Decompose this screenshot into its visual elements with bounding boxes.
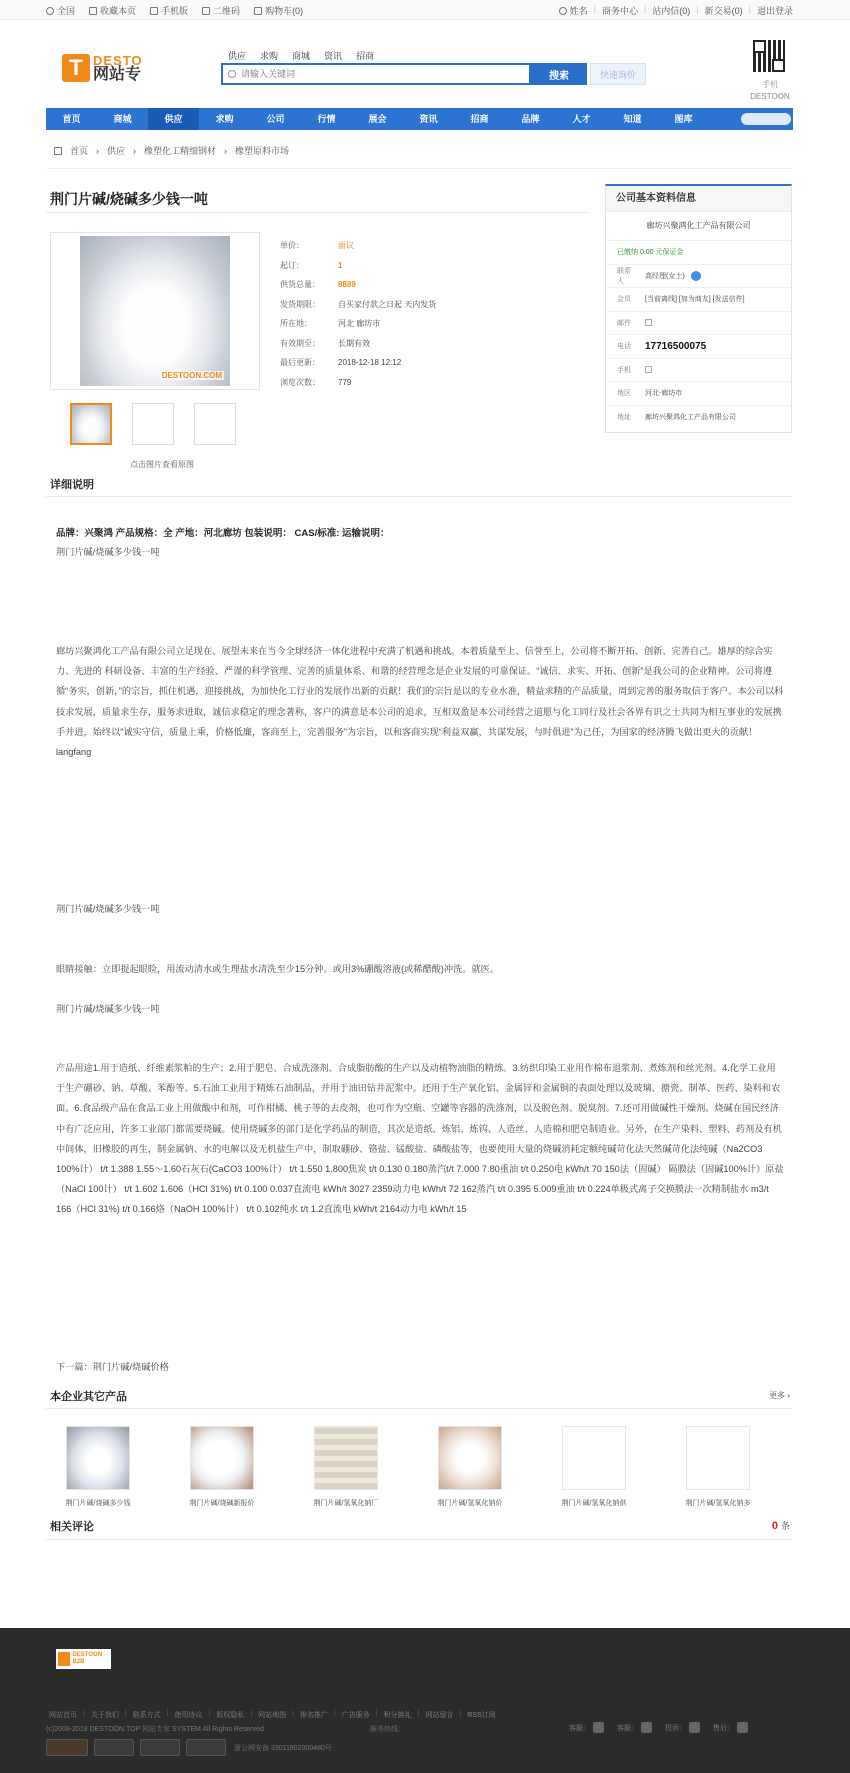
chevron-right-icon: › bbox=[133, 145, 137, 156]
trust-badge[interactable] bbox=[186, 1739, 226, 1756]
attribute-value: 8889 bbox=[338, 280, 356, 290]
nav-brand[interactable]: 品牌 bbox=[521, 114, 540, 124]
divider bbox=[46, 1539, 793, 1540]
breadcrumb-category[interactable]: 橡塑化工精细钢材 bbox=[144, 146, 217, 156]
detail-para-3: 荆门片碱/烧碱多少钱一吨 bbox=[56, 904, 160, 914]
top-bar-left bbox=[46, 4, 303, 17]
trust-badge[interactable] bbox=[94, 1739, 134, 1756]
footer-link[interactable]: 使用协议 bbox=[174, 1712, 203, 1719]
detail-para-1: 荆门片碱/烧碱多少钱一吨 bbox=[56, 547, 160, 557]
broken-image-icon bbox=[645, 366, 652, 373]
attribute-key: 发货期限： bbox=[280, 299, 320, 309]
address-value: 廊坊兴聚鸿化工产品有限公司 bbox=[645, 414, 736, 422]
divider bbox=[46, 496, 793, 497]
divider bbox=[46, 1408, 793, 1409]
attribute-row bbox=[280, 236, 580, 256]
logout-link[interactable]: 退出登录 bbox=[756, 6, 793, 16]
region-link[interactable]: 全国 bbox=[46, 4, 75, 17]
spec-line: 品牌：兴聚鸿 产品规格：全 产地：河北廊坊 包装说明： CAS/标准: 运输说明： bbox=[56, 528, 390, 539]
attribute-value: 自买家付款之日起 天内发货 bbox=[338, 299, 437, 309]
qrcode-icon bbox=[202, 7, 210, 15]
deposit-text: 已缴纳 0.00 元保证金 bbox=[617, 249, 684, 257]
breadcrumb-subcategory[interactable]: 橡塑原料市场 bbox=[235, 146, 290, 156]
nav-company[interactable]: 公司 bbox=[266, 114, 285, 124]
detail-title: 详细说明 bbox=[50, 479, 94, 491]
attribute-key: 浏览次数： bbox=[280, 377, 320, 387]
footer-links bbox=[49, 1710, 496, 1720]
comments-title: 相关评论 bbox=[50, 1521, 94, 1533]
attribute-key: 所在地： bbox=[280, 319, 312, 329]
product-card[interactable]: 荆门片碱/氢氧化钠多 bbox=[686, 1426, 750, 1508]
trust-badge[interactable] bbox=[46, 1739, 88, 1756]
footer-link[interactable]: 关于我们 bbox=[90, 1712, 119, 1719]
home-icon bbox=[54, 147, 62, 155]
divider: | bbox=[375, 1710, 378, 1717]
footer-link[interactable]: 网站地图 bbox=[258, 1712, 287, 1719]
chevron-right-icon: › bbox=[787, 1391, 790, 1400]
qq-icon bbox=[689, 1722, 700, 1733]
mobile-row: 手机 bbox=[606, 359, 791, 383]
nav-invest[interactable]: 招商 bbox=[470, 114, 489, 124]
attribute-key: 起订： bbox=[280, 260, 304, 270]
footer-logo[interactable]: DESTOON B2B bbox=[56, 1649, 111, 1669]
chevron-right-icon: › bbox=[96, 145, 100, 156]
divider: | bbox=[208, 1710, 211, 1717]
divider: | bbox=[292, 1710, 294, 1717]
attribute-value: 河北 廊坊市 bbox=[338, 319, 381, 329]
contact-row: 联系人 高经理(女士) bbox=[606, 265, 791, 289]
quick-inquiry-button[interactable]: 快速询价 bbox=[590, 63, 646, 85]
search-button[interactable]: 搜索 bbox=[531, 63, 587, 85]
product-thumb bbox=[562, 1426, 626, 1490]
detail-para-4: 眼睛接触：立即提起眼睑，用流动清水或生理盐水清洗至少15分钟。或用3%硼酸溶液(或稀醋酸)冲洗。就医。 bbox=[56, 964, 500, 974]
footer-link[interactable]: RSS订阅 bbox=[467, 1712, 496, 1719]
search-tab-invest[interactable]: 招商 bbox=[356, 51, 375, 61]
mail-row: 邮件 bbox=[606, 312, 791, 336]
chevron-right-icon: › bbox=[224, 145, 228, 156]
attribute-row bbox=[280, 295, 580, 315]
nav-job[interactable]: 人才 bbox=[572, 114, 591, 124]
divider bbox=[46, 212, 589, 213]
divider: | bbox=[643, 4, 647, 14]
detail-para-6: 产品用途1.用于造纸、纤维素浆粕的生产；2.用于肥皂、合成洗涤剂、合成脂肪酸的生产以及动植物油脂的精炼。3.纺织印染工业用作棉布退浆剂、煮炼剂和丝光剂。4.化学工业用于生产硼砂、钠、草酸、苯酚等。5.石油工业用于精炼石油制品，并用于油田钻井泥浆中。还用于生产氧化铝、金属锌和金属铜的表面处理以及玻璃、搪瓷、制革、医药、染料和农面。6.食品级产品在食品工业上用做酸中和剂，可作柑橘、桃子等的去皮剂，也可作为空瓶、空罐等容器的洗涤剂，以及脱色剂、脱臭剂。7.还可用做碱性干燥剂。烧碱在国民经济中有广泛应用，许多工业部门都需要烧碱。使用烧碱多的部门是化学药品的制造，其次是造纸、炼铝、炼钨、人造丝、人造棉和肥皂制造业。另外，在生产染料、塑料、药剂及有机中间体，旧橡胶的再生，制金属钠、水的电解以及无机盐生产中，制取硼砂、铬盐、锰酸盐、磷酸盐等，也要使用大量的烧碱消耗定额纯碱苛化法天然碱苛化法纯碱（Na2CO3 100%计） t/t 1.388 1.55～1.60石灰石(CaCO3 100%计） t/t 1.550 1.800焦炭 t/t 0.130 0.180蒸汽t/t 7.000 7.80重油 t/t 0.250电 kWh/t 70 150法（固碱） 隔膜法（固碱100%计）原盐（NaCl 100计） t/t 1.602 1.606（HCl 31%) t/t 0.100 0.037直流电 kWh/t 3027 2359动力电 kWh/t 72 162蒸汽 t/t 0.395 5.009重油 t/t 0.224单极式离子交换膜法一次精制盐水 m3/t 166（HCl 31%) t/t 0.166烙（NaOH 100%计） t/t 0.102纯水 t/t 1.2直流电 kWh/t 2164动力电 kWh/t 15 bbox=[56, 1063, 784, 1215]
cart-icon bbox=[254, 7, 262, 15]
search-input[interactable] bbox=[223, 65, 529, 83]
member-actions[interactable]: [当前离线] [加为商友] [发送信件] bbox=[645, 296, 745, 304]
location-icon bbox=[46, 7, 54, 15]
breadcrumb-supply[interactable]: 供应 bbox=[107, 146, 126, 156]
attribute-value: 779 bbox=[338, 377, 352, 387]
product-thumb bbox=[66, 1426, 130, 1490]
attribute-row bbox=[280, 373, 580, 393]
search-tab-supply[interactable]: 供应 bbox=[228, 51, 247, 61]
company-name[interactable]: 廊坊兴聚鸿化工产品有限公司 bbox=[606, 212, 791, 241]
hotline: 服务热线： bbox=[370, 1726, 405, 1733]
nav-home[interactable]: 首页 bbox=[62, 114, 81, 124]
nav-mall[interactable]: 商城 bbox=[113, 114, 132, 124]
nav-photo[interactable]: 图库 bbox=[674, 114, 693, 124]
address-row: 地址 廊坊兴聚鸿化工产品有限公司 bbox=[617, 414, 736, 422]
service-contacts: 客服： 客服： 投诉： 售后： bbox=[569, 1722, 748, 1733]
qrcode-image bbox=[753, 40, 785, 72]
attribute-row bbox=[280, 314, 580, 334]
divider: | bbox=[166, 1710, 169, 1717]
top-bar bbox=[0, 0, 850, 20]
search-box bbox=[221, 63, 531, 85]
qrcode-link[interactable]: 二维码 bbox=[202, 4, 240, 17]
nav-supply[interactable]: 供应 bbox=[148, 108, 199, 130]
messages-link[interactable]: 站内信(0) bbox=[652, 6, 691, 16]
thumbnail-2[interactable] bbox=[132, 403, 174, 445]
divider: | bbox=[696, 4, 699, 14]
attribute-row bbox=[280, 256, 580, 276]
nav-pill-button[interactable] bbox=[741, 113, 791, 125]
phone-number: 17716500075 bbox=[645, 340, 707, 352]
next-article-link[interactable]: 下一篇：荆门片碱/烧碱价格 bbox=[56, 1362, 169, 1372]
area-value: 河北-廊坊市 bbox=[645, 390, 683, 398]
more-link[interactable]: 更多 › bbox=[769, 1391, 790, 1400]
thumbnail-note: 点击图片查看原图 bbox=[130, 460, 194, 469]
new-trades-link[interactable]: 新交易(0) bbox=[704, 6, 743, 16]
logo-mark: T bbox=[62, 54, 90, 82]
attribute-row bbox=[280, 334, 580, 354]
comment-count: 0 条 bbox=[771, 1520, 790, 1532]
nav-expo[interactable]: 展会 bbox=[368, 114, 387, 124]
deposit-row bbox=[606, 241, 791, 265]
nav-buy[interactable]: 求购 bbox=[215, 114, 234, 124]
user-icon bbox=[559, 7, 567, 15]
qrcode-label: 手机DESTOON bbox=[750, 80, 790, 101]
cart-link[interactable]: 购物车(0) bbox=[254, 4, 303, 17]
product-card[interactable]: 荆门片碱/氢氧化钠供 bbox=[562, 1426, 626, 1508]
attribute-key: 单价： bbox=[280, 241, 304, 251]
logo-en: DESTO bbox=[93, 52, 143, 68]
broken-image-icon bbox=[645, 319, 652, 326]
company-info-box bbox=[605, 184, 792, 433]
attribute-value: 2018-12-18 12:12 bbox=[338, 358, 402, 368]
trust-badges bbox=[46, 1739, 332, 1756]
product-thumb bbox=[190, 1426, 254, 1490]
footer-link[interactable]: 积分换礼 bbox=[383, 1712, 412, 1719]
nav-quote[interactable]: 行情 bbox=[317, 114, 336, 124]
product-photo bbox=[80, 236, 230, 386]
search-tabs bbox=[228, 49, 374, 62]
trust-badge[interactable] bbox=[140, 1739, 180, 1756]
qq-icon bbox=[737, 1722, 748, 1733]
search-tab-buy[interactable]: 求购 bbox=[260, 51, 279, 61]
bookmark-link[interactable]: 收藏本页 bbox=[89, 4, 136, 17]
product-thumb bbox=[686, 1426, 750, 1490]
product-main-image[interactable] bbox=[50, 232, 260, 390]
business-center-link[interactable]: 商务中心 bbox=[601, 6, 638, 16]
mobile-link[interactable]: 手机版 bbox=[150, 4, 188, 17]
detail-para-2: 廊坊兴聚鸿化工产品有限公司立足现在、展望未来在当今全球经济一体化进程中充满了机遇和挑战。本着质量至上、信誉至上，公司将不断开拓、创新、完善自己。雄厚的综合实力、先进的 科研设备、丰富的生产经验、严谨的科学管理、完善的质量体系、和谐的经营理念是企业发展的可靠保证。“诚信、求实、开拓、创新”是我公司的企业精神。公司将遵循“务实，创新，”的宗旨，抓住机遇，迎接挑战，为加快化工行业的发展作出新的贡献！我们的宗旨是以的专业水准，精益求精的产品质量，周到完善的服务取信于客户。本公司以科技求发展，质量求生存，服务求进取，诚信求稳定的理念著称，客户的满意是本公司的追求，互相双盈是本公司经营之道愿与化工同行及社会各界有识之士共同为相互事业的发展携手并进，始终以“诚实守信，质量上乘，价格低廉，客商至上，完善服务”为宗旨，以和客商实现“利益双赢，共谋发展，与时俱进”为己任，为国家的经济腾飞做出更大的贡献！langfang bbox=[56, 646, 784, 758]
attribute-value: 1 bbox=[338, 260, 343, 270]
contact-name: 高经理(女士) bbox=[645, 272, 685, 280]
qq-icon bbox=[593, 1722, 604, 1733]
divider: | bbox=[124, 1710, 127, 1717]
product-card[interactable]: 荆门片碱/烧碱多少钱 bbox=[66, 1426, 130, 1508]
footer bbox=[0, 1628, 850, 1773]
search-icon bbox=[228, 70, 236, 78]
product-thumb bbox=[314, 1426, 378, 1490]
divider: | bbox=[417, 1710, 420, 1717]
breadcrumb bbox=[54, 144, 289, 157]
logo-cn: 网站专 bbox=[93, 65, 142, 83]
qq-icon bbox=[641, 1722, 652, 1733]
mobile-icon bbox=[150, 7, 158, 15]
divider: | bbox=[593, 4, 596, 14]
divider: | bbox=[333, 1710, 336, 1717]
detail-para-5: 荆门片碱/烧碱多少钱一吨 bbox=[56, 1004, 160, 1014]
nav-news[interactable]: 资讯 bbox=[419, 114, 438, 124]
bookmark-icon bbox=[89, 7, 97, 15]
thumbnail-3[interactable] bbox=[194, 403, 236, 445]
product-card[interactable]: 荆门片碱/氢氧化钠厂 bbox=[314, 1426, 378, 1508]
attribute-value: 长期有效 bbox=[338, 338, 370, 348]
product-card[interactable]: 荆门片碱/烧碱新报价 bbox=[190, 1426, 254, 1508]
divider: | bbox=[250, 1710, 253, 1717]
divider bbox=[46, 168, 793, 169]
attribute-key: 有效期至： bbox=[280, 338, 320, 348]
product-thumb bbox=[438, 1426, 502, 1490]
footer-link[interactable]: 联系方式 bbox=[132, 1712, 161, 1719]
footer-link[interactable]: 版权隐私 bbox=[216, 1712, 245, 1719]
other-products-title: 本企业其它产品 bbox=[50, 1391, 127, 1403]
divider: | bbox=[748, 4, 751, 14]
main-nav bbox=[46, 108, 793, 130]
qq-icon[interactable] bbox=[691, 271, 701, 281]
watermark: DESTOON.COM bbox=[161, 371, 222, 380]
product-card[interactable]: 荆门片碱/氢氧化钠价 bbox=[438, 1426, 502, 1508]
footer-link[interactable]: 排名推广 bbox=[299, 1712, 328, 1719]
attribute-row bbox=[280, 353, 580, 373]
icp-record[interactable]: 浙公网安备 33011802000480号 bbox=[234, 1744, 332, 1752]
site-logo[interactable] bbox=[62, 52, 150, 84]
company-box-title: 公司基本资料信息 bbox=[606, 186, 791, 212]
product-title: 荆门片碱/烧碱多少钱一吨 bbox=[50, 191, 208, 207]
footer-link[interactable]: 广告服务 bbox=[341, 1712, 370, 1719]
copyright: (c)2008-2018 DESTOON.TOP 网站专家 SYSTEM All Rights Reserved bbox=[46, 1726, 264, 1733]
search-tab-mall[interactable]: 商城 bbox=[292, 51, 311, 61]
attribute-row bbox=[280, 275, 580, 295]
attribute-key: 最后更新： bbox=[280, 358, 320, 368]
footer-link[interactable]: 网站留言 bbox=[425, 1712, 454, 1719]
member-row: 会员 [当前离线] [加为商友] [发送信件] bbox=[606, 288, 791, 312]
divider: | bbox=[83, 1710, 85, 1717]
top-bar-right bbox=[559, 4, 793, 17]
divider: | bbox=[459, 1710, 462, 1717]
product-attributes bbox=[280, 236, 580, 392]
attribute-value: 面议 bbox=[338, 241, 354, 251]
area-row: 地区 河北-廊坊市 bbox=[606, 382, 791, 406]
nav-know[interactable]: 知道 bbox=[623, 114, 642, 124]
other-products-list bbox=[66, 1426, 750, 1508]
phone-row: 电话 17716500075 bbox=[606, 335, 791, 359]
user-name-link[interactable]: 姓名 bbox=[559, 4, 588, 17]
thumbnail-strip bbox=[70, 403, 236, 445]
footer-link[interactable]: 网站首页 bbox=[49, 1712, 77, 1719]
search-tab-news[interactable]: 资讯 bbox=[324, 51, 343, 61]
breadcrumb-home[interactable]: 首页 bbox=[70, 146, 89, 156]
thumbnail-1[interactable] bbox=[70, 403, 112, 445]
attribute-key: 供货总量： bbox=[280, 280, 320, 290]
